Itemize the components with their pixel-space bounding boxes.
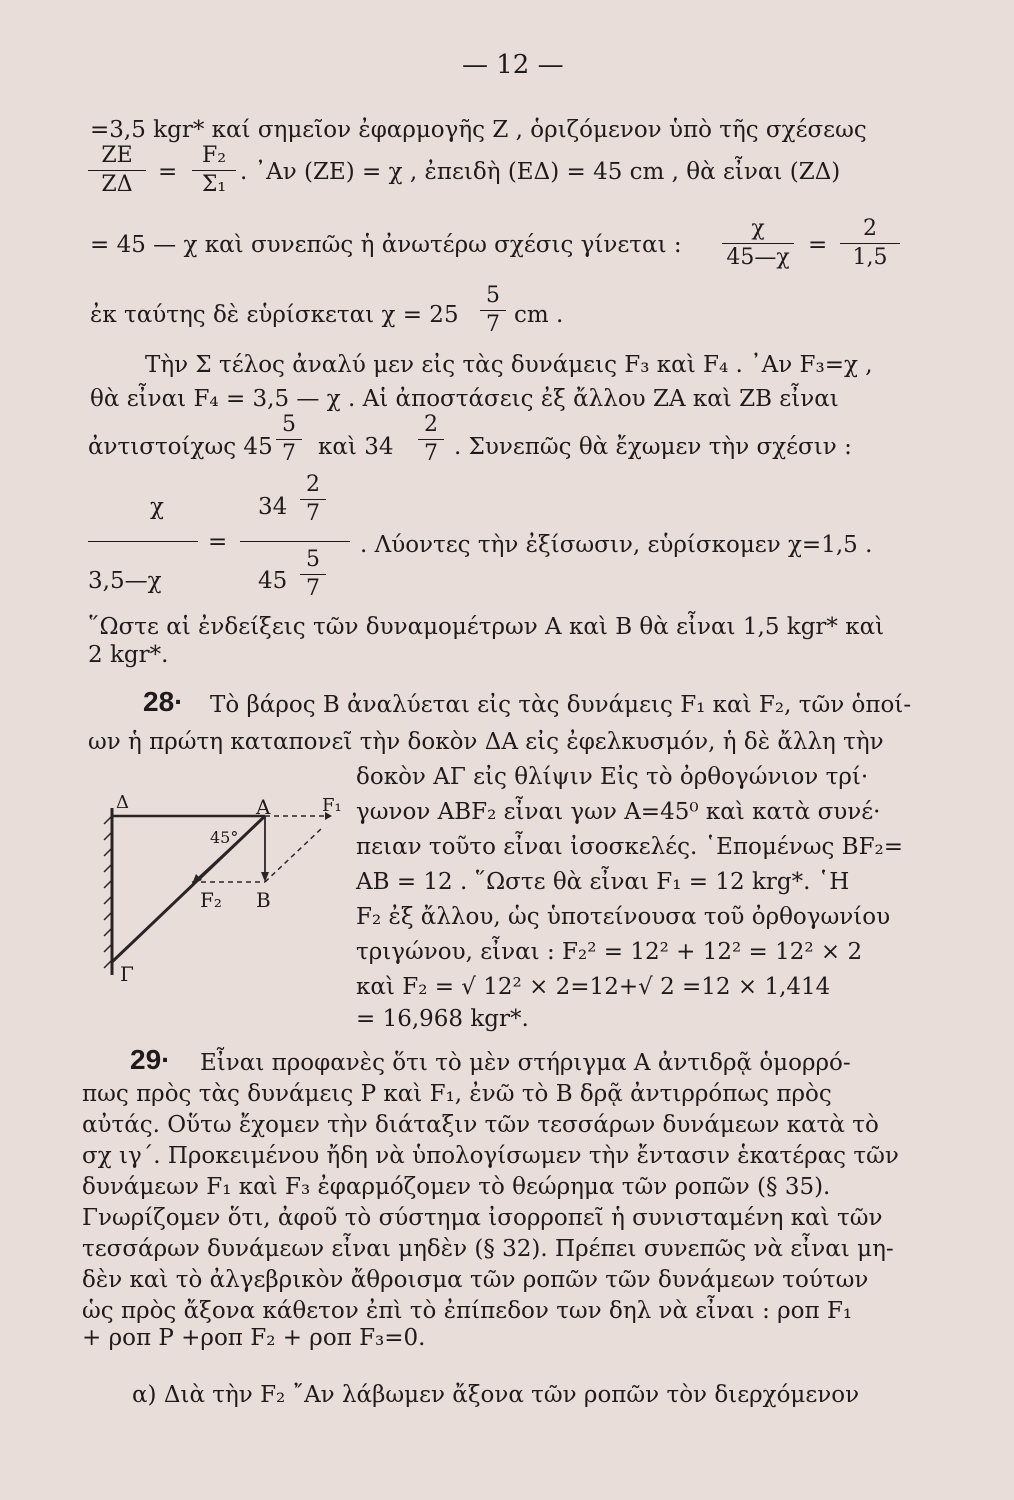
eq-x: χ [150,494,164,520]
equals-sign: = [808,232,828,258]
unit-cm: cm . [514,302,564,328]
fraction-5-7 [480,283,506,338]
text-line-10: 2 kgr*. [88,642,169,668]
fraction-f2-s1 [192,143,236,198]
page-number: — 12 — [462,50,564,80]
section-29-line-3: αὐτάς. Οὕτω ἔχομεν τὴν διάταξιν τῶν τεσσάρων δυνάμεων κατὰ τὸ [82,1112,879,1138]
section-29-line-4: σχ ιγ΄. Προκειμένου ἤδη νὰ ὑπολογίσωμεν τὴν ἔντασιν ἑκατέρας τῶν [82,1143,899,1169]
section-28-line-10: = 16,968 kgr*. [356,1006,529,1032]
section-28-line-9: καὶ F₂ = √ 12² × 2=12+√ 2 =12 × 1,414 [356,974,831,1000]
label-f2: F₂ [200,888,222,912]
fraction-numerator: 2 [424,412,438,437]
fraction-denominator: Σ₁ [201,172,227,197]
section-29-line-9: ὡς πρὸς ἄξονα κάθετον ἐπὶ τὸ ἐπίπεδον των δηλ νὰ εἶναι : ροπ F₁ [82,1298,853,1324]
text-line-7a: ἀντιστοίχως 45 [88,434,273,460]
eq-x-denominator: 3,5—χ [88,568,162,594]
section-29-line-2: πως πρὸς τὰς δυνάμεις Ρ καὶ F₁, ἐνῶ τὸ Β δρᾷ ἀντιρρόπως πρὸς [82,1081,832,1107]
text-line-5: Τὴν Σ τέλος ἀναλύ μεν εἰς τὰς δυνάμεις F₃ καὶ F₄ . ᾽Αν F₃=χ , [145,352,873,378]
fraction-ze-zd [88,143,146,198]
section-28-line-6: ΑΒ = 12 . ῞Ωστε θὰ εἶναι F₁ = 12 krg*. ῾Η [356,869,850,895]
text-line-3: = 45 — χ καὶ συνεπῶς ἡ ἀνωτέρω σχέσις γίνεται : [90,232,682,258]
eq-45: 45 [258,568,288,594]
equation-bar-right [240,541,350,542]
footer-line: α) Διὰ τὴν F₂ ῎Αν λάβωμεν ἄξονα τῶν ροπῶν τὸν διερχόμενον [132,1382,860,1408]
label-a: Α [256,795,271,819]
force-f2-dashed [265,828,322,882]
section-28-line-3: δοκὸν ΑΓ εἰς θλίψιν Εἰς τὸ ὀρθογώνιον τρί· [356,764,869,790]
force-f2-arrow [198,816,265,878]
section-29-line-5: δυνάμεων F₁ καὶ F₃ ἐφαρμόζομεν τὸ θεώρημα τῶν ροπῶν (§ 35). [82,1174,831,1200]
text-line-7c: . Συνεπῶς θὰ ἔχωμεν τὴν σχέσιν : [454,434,852,460]
section-29-line-10: + ροπ Ρ +ροπ F₂ + ροπ F₃=0. [82,1325,426,1351]
fraction-numerator: 5 [486,283,500,308]
fraction-denominator: 7 [306,576,320,601]
label-f1: F₁ [322,795,342,816]
fraction-numerator: χ [751,216,765,241]
fraction-denominator: 7 [282,441,296,466]
fraction-45-5-7 [300,547,326,602]
section-29-line-1: Εἶναι προφανὲς ὅτι τὸ μὲν στήριγμα Α ἀντιδρᾷ ὁμορρό- [200,1050,851,1076]
section-28-line-5: πειαν τοῦτο εἶναι ἰσοσκελές. ῾Επομένως ΒF₂= [356,834,904,860]
fraction-numerator: ΖΕ [101,143,133,168]
text-line-9: ῞Ωστε αἱ ἐνδείξεις τῶν δυναμομέτρων Α καὶ Β θὰ εἶναι 1,5 kgr* καὶ [88,614,885,640]
equals-sign: = [158,159,178,185]
fraction-numerator: 2 [863,216,877,241]
fraction-denominator: 7 [486,312,500,337]
fraction-denominator: 1,5 [852,245,888,270]
section-29-line-8: δὲν καὶ τὸ ἀλγεβρικὸν ἄθροισμα τῶν ροπῶν τῶν δυνάμεων τούτων [82,1267,869,1293]
fraction-2-7 [418,412,444,467]
text-line-6: θὰ εἶναι F₄ = 3,5 — χ . Αἱ ἀποστάσεις ἐξ ἄλλου ΖΑ καὶ ΖΒ εἶναι [90,386,839,412]
section-29-line-7: τεσσάρων δυνάμεων εἶναι μηδὲν (§ 32). Πρέπει συνεπῶς νὰ εἶναι μη- [82,1236,894,1262]
fraction-2-15 [840,216,900,271]
section-28-line-4: γωνον ΑΒF₂ εἶναι γων Α=45⁰ καὶ κατὰ συνέ· [356,799,881,825]
fraction-denominator: 7 [424,441,438,466]
label-angle-45: 45° [210,828,239,847]
section-29-number: 29· [130,1044,171,1075]
fraction-numerator: 5 [306,547,320,572]
fraction-numerator: 5 [282,412,296,437]
fraction-x-45x [722,216,794,271]
section-28-line-8: τριγώνου, εἶναι : F₂² = 12² + 12² = 12² × 2 [356,939,863,965]
text-line-7b: καὶ 34 [318,434,394,460]
eq-34: 34 [258,494,288,520]
text-line-4: ἐκ ταύτης δὲ εὑρίσκεται χ = 25 [90,302,459,328]
text-line-2: . ᾽Αν (ΖΕ) = χ , ἐπειδὴ (ΕΔ) = 45 cm , θὰ εἶναι (ΖΔ) [240,159,841,185]
eq-equals: = [208,529,228,555]
section-28-line-1: Τὸ βάρος Β ἀναλύεται εἰς τὰς δυνάμεις F₁ καὶ F₂, τῶν ὁποί- [210,692,912,718]
fraction-numerator: F₂ [201,143,227,168]
text-line-1: =3,5 kgr* καί σημεῖον ἐφαρμογῆς Ζ , ὁριζόμενον ὑπὸ τῆς σχέσεως [90,117,867,143]
label-gamma: Γ [120,962,134,986]
label-b: Β [256,888,271,912]
fraction-denominator: 7 [306,501,320,526]
fraction-denominator: ΖΔ [101,172,133,197]
eq-rest: . Λύοντες τὴν ἐξίσωσιν, εὑρίσκομεν χ=1,5 . [360,532,873,558]
label-delta: Δ [116,792,129,813]
equation-bar-left [88,541,198,542]
fraction-denominator: 45—χ [726,245,790,270]
section-28-number: 28· [143,686,184,717]
section-28-line-2: ων ἡ πρώτη καταπονεῖ τὴν δοκὸν ΔΑ εἰς ἐφελκυσμόν, ἡ δὲ ἄλλη τὴν [88,729,884,755]
fraction-5-7-b [276,412,302,467]
fraction-34-2-7 [300,472,326,527]
fraction-numerator: 2 [306,472,320,497]
section-29-line-6: Γνωρίζομεν ὅτι, ἀφοῦ τὸ σύστημα ἰσορροπεῖ ἡ συνισταμένη καὶ τῶν [82,1205,883,1231]
section-28-line-7: F₂ ἐξ ἄλλου, ὡς ὑποτείνουσα τοῦ ὀρθογωνίου [356,904,891,930]
